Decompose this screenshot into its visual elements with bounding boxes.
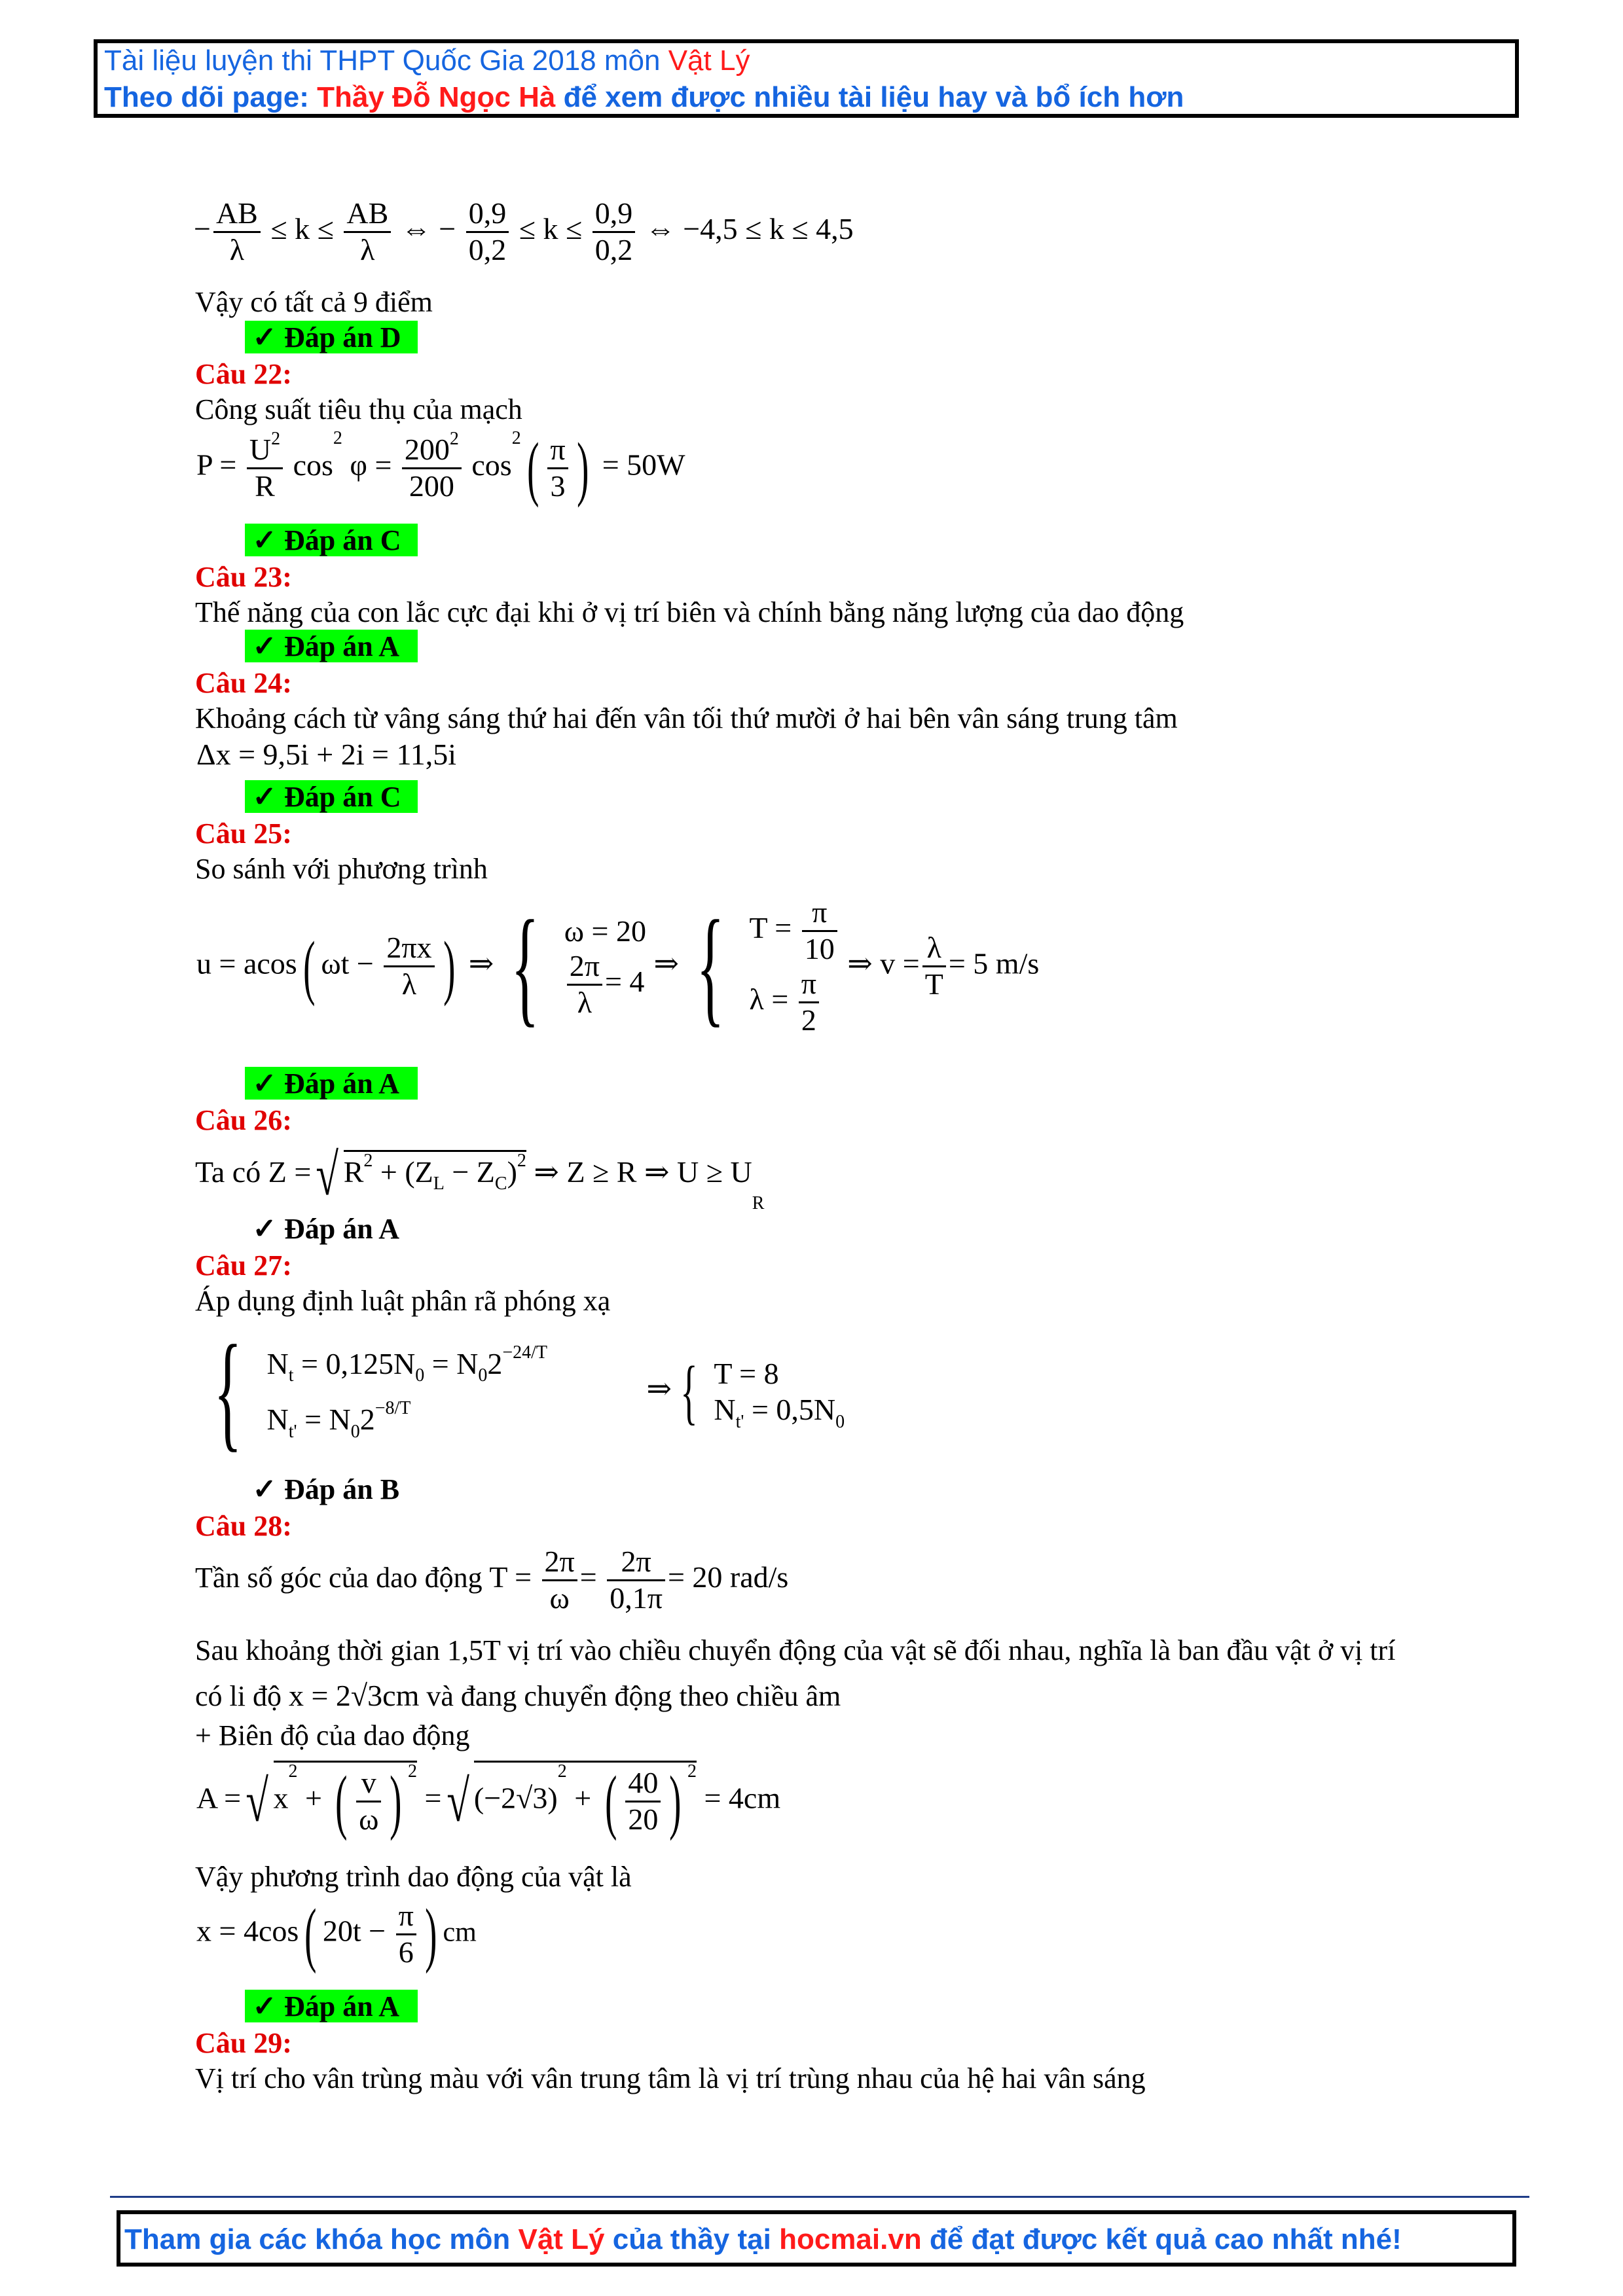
page-footer: [117, 2210, 1516, 2267]
q21-answer: ✓ Đáp án D: [245, 321, 418, 353]
check-icon: ✓: [252, 781, 277, 813]
q23-text: Thế năng của con lắc cực đại khi ở vị trí biên và chính bằng năng lượng của dao động: [195, 596, 1184, 628]
q24-title: Câu 24:: [195, 667, 292, 699]
q27-answer: ✓ Đáp án B: [245, 1473, 418, 1505]
check-icon: ✓: [252, 1473, 277, 1505]
q27-equation: { $Nt = 0,125N0 = N02^{-24/T}$ $Nt' = N02^{-8/T}$ ⇒ { T = 8 Nt' = 0,5N0: [213, 1319, 845, 1463]
q23-answer: ✓ Đáp án A: [245, 630, 418, 662]
q28-result-equation: x = 4cos( 20t − $\frac{\pi}{6}$ ) cm: [196, 1894, 477, 1974]
q28-text-5: Vậy phương trình dao động của vật là: [195, 1861, 632, 1893]
q21-equation: − $\frac{AB}{\lambda}$ ≤ k ≤ $\frac{AB}{\lambda}$ ⇔ − $\frac{0,9}{0,2}$ ≤ k ≤ $\frac{0,9}{0,2}$ ⇔ −4,5 ≤ k ≤ 4,5: [194, 196, 854, 266]
q22-equation: P = $\frac{U^2}{R}$ $\cos^2 \varphi$ = $\frac{200^2}{200}$ $\cos^2$( $\frac{\pi}{3}$ ) = 50W: [196, 428, 685, 508]
page-header: [94, 39, 1519, 118]
q24-answer: ✓ Đáp án C: [245, 780, 418, 813]
header-line-1: Tài liệu luyện thi THPT Quốc Gia 2018 môn Vật Lý: [104, 45, 750, 77]
q28-text-2: Sau khoảng thời gian 1,5T vị trí vào chiều chuyển động của vật sẽ đối nhau, nghĩa là ban đầu vật ở vị trí: [195, 1634, 1396, 1666]
q22-answer: ✓ Đáp án C: [245, 524, 418, 556]
header-line-2: Theo dõi page: Thầy Đỗ Ngọc Hà để xem được nhiều tài liệu hay và bổ ích hơn: [104, 81, 1184, 113]
footer-text: Tham gia các khóa học môn Vật Lý của thầy tại hocmai.vn để đạt được kết quả cao nhất nhé!: [124, 2223, 1402, 2255]
q28-text-4: + Biên độ của dao động: [195, 1719, 470, 1751]
q26-equation: Ta có Z =√ $R^2 + (ZL - ZC)^2$ ⇒ Z ≥ R ⇒ U ≥ UR: [195, 1143, 765, 1213]
q25-text: So sánh với phương trình: [195, 853, 488, 885]
footer-divider: [110, 2196, 1529, 2198]
q25-title: Câu 25:: [195, 817, 292, 850]
q28-title: Câu 28:: [195, 1510, 292, 1542]
check-icon: ✓: [252, 1990, 277, 2022]
q25-equation: u = acos( ωt − $\frac{2\pi x}{\lambda}$ ) ⇒ { ω = 20 $\frac{2\pi}{\lambda}$ = 4 ⇒ { T = $\frac{\pi}{10}$ λ = $\frac{\pi}{2}$ ⇒ v = $\frac{\lambda}{T}$ = 5 m/s: [196, 893, 1040, 1039]
check-icon: ✓: [252, 321, 277, 353]
q25-answer: ✓ Đáp án A: [245, 1067, 418, 1100]
q29-text: Vị trí cho vân trùng màu với vân trung tâm là vị trí trùng nhau của hệ hai vân sáng: [195, 2062, 1146, 2094]
q27-title: Câu 27:: [195, 1249, 292, 1282]
q24-text: Khoảng cách từ vâng sáng thứ hai đến vân tối thứ mười ở hai bên vân sáng trung tâm: [195, 702, 1178, 734]
q28-answer: ✓ Đáp án A: [245, 1990, 418, 2022]
check-icon: ✓: [252, 1213, 277, 1245]
q23-title: Câu 23:: [195, 561, 292, 593]
check-icon: ✓: [252, 630, 277, 662]
q26-answer: ✓ Đáp án A: [245, 1212, 418, 1245]
q24-equation: Δx = 9,5i + 2i = 11,5i: [196, 738, 457, 771]
q28-omega-equation: Tần số góc của dao động T = $\frac{2\pi}{\omega}$ = $\frac{2\pi}{0,1\pi}$ = 20 rad/s: [195, 1545, 789, 1615]
q29-title: Câu 29:: [195, 2027, 292, 2059]
q28-text-3: có li độ x = 2√3cm và đang chuyển động theo chiều âm: [195, 1679, 841, 1712]
check-icon: ✓: [252, 1067, 277, 1100]
q21-conclusion: Vậy có tất cả 9 điểm: [195, 286, 433, 318]
q26-title: Câu 26:: [195, 1104, 292, 1136]
q28-amplitude-equation: A =√ $x^2$ + ( $\frac{v}{\omega}$ ) $^2$ =√ $(-2√3)^2$ + ( $\frac{40}{20}$ ) $^2$ = 4cm: [196, 1761, 781, 1841]
q27-text: Áp dụng định luật phân rã phóng xạ: [195, 1285, 611, 1317]
q22-text: Công suất tiêu thụ của mạch: [195, 393, 522, 425]
check-icon: ✓: [252, 524, 277, 556]
q22-title: Câu 22:: [195, 358, 292, 390]
